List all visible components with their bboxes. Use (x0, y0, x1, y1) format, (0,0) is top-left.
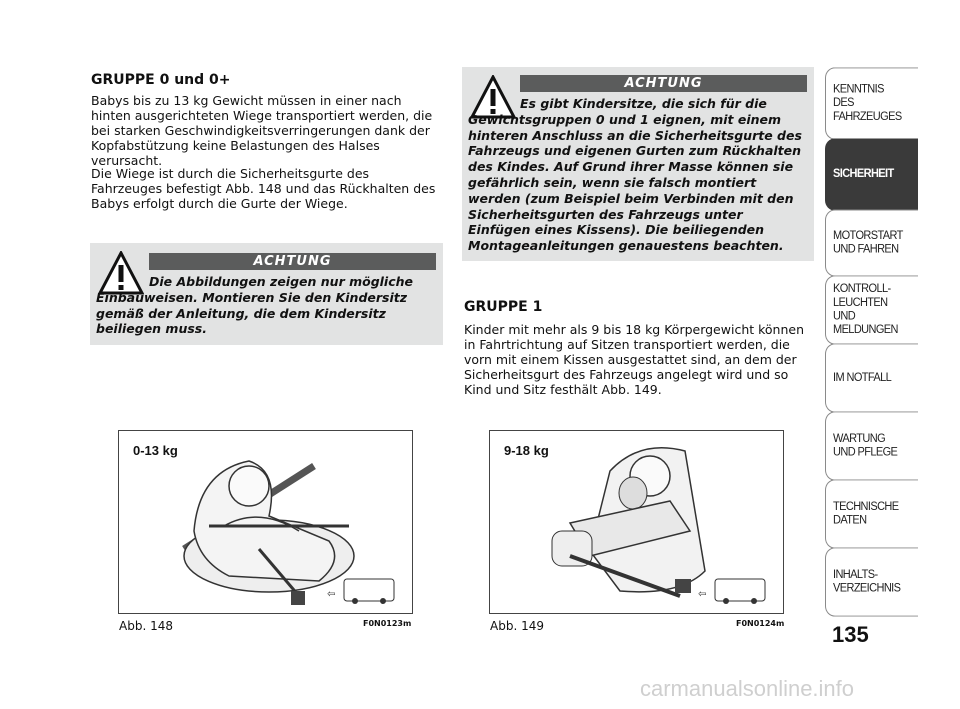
warning-text: Die Abbildungen zeigen nur mögliche Einbauweisen. Montieren Sie den Kindersitz gemäß der Anleitung, die dem Kindersitz beiliegen muss. (96, 274, 413, 337)
sidebar-tab-technische-daten[interactable]: TECHNISCHE DATEN (825, 479, 918, 548)
section-heading-group-1: GRUPPE 1 (464, 299, 543, 315)
figure-caption: Abb. 149 (490, 619, 544, 633)
paragraph: Babys bis zu 13 kg Gewicht müssen in einer nach hinten ausgerichteten Wiege transportiert werden, die bei starken Geschwindigkeitsverringerungen dank der Kopfabstützung keine Belastungen des Halses verursacht. (91, 93, 433, 168)
figure-148 (118, 430, 413, 614)
figure-code: F0N0124m (736, 619, 785, 628)
sidebar-tab-motorstart[interactable]: MOTORSTART UND FAHREN (825, 209, 918, 276)
forward-facing-child-seat-illustration (490, 431, 783, 613)
figure-code: F0N0123m (363, 619, 412, 628)
figure-weight-label: 9-18 kg (504, 443, 549, 458)
warning-text: Es gibt Kindersitze, die sich für die Gewichtsgruppen 0 und 1 eignen, mit einem hinteren Anschluss an die Sicherheitsgurte des Fahrzeugs und eigenen Gurten zum Rückhalten des Kindes. Auf Grund ihrer Masse können sie gefährlich sein, wenn sie falsch montiert werden (zum Beispiel beim Verbinden mit den Sicherheitsgurten des Fahrzeugs unter Einfügen eines Kissens). Die beiliegenden Montageanleitungen genauestens beachten. (468, 96, 802, 254)
warning-title: ACHTUNG (520, 75, 807, 92)
warning-box (90, 243, 443, 345)
section-heading-group-0: GRUPPE 0 und 0+ (91, 72, 231, 88)
paragraph: Kinder mit mehr als 9 bis 18 kg Körpergewicht können in Fahrtrichtung auf Sitzen transportiert werden, die vorn mit einem Kissen ausgestattet sind, an dem der Sicherheitsgurt des Fahrzeugs angelegt wird und so Kind und Sitz festhält Abb. 149. (464, 322, 805, 397)
sidebar-tab-im-notfall[interactable]: IM NOTFALL (825, 343, 918, 412)
page-number: 135 (832, 622, 869, 647)
watermark: carmanualsonline.info (640, 676, 855, 701)
sidebar-tab-sicherheit[interactable]: SICHERHEIT (825, 138, 918, 210)
warning-box (462, 67, 814, 261)
paragraph: Die Wiege ist durch die Sicherheitsgurte des Fahrzeuges befestigt Abb. 148 und das Rückhalten des Babys erfolgt durch die Gurte der Wiege. (91, 166, 436, 211)
warning-title: ACHTUNG (149, 253, 436, 270)
svg-text:⇦: ⇦ (327, 589, 336, 600)
sidebar-tab-wartung[interactable]: WARTUNG UND PFLEGE (825, 411, 918, 480)
figure-149 (489, 430, 784, 614)
figure-caption: Abb. 148 (119, 619, 173, 633)
svg-text:⇦: ⇦ (698, 589, 707, 600)
sidebar-tab-inhaltsverzeichnis[interactable]: INHALTS- VERZEICHNIS (825, 547, 918, 616)
sidebar-tab-kontrollleuchten[interactable]: KONTROLL- LEUCHTEN UND MELDUNGEN (825, 275, 918, 344)
figure-weight-label: 0-13 kg (133, 443, 178, 458)
rear-facing-infant-seat-illustration (119, 431, 412, 613)
sidebar-tab-kenntnis[interactable]: KENNTNIS DES FAHRZEUGES (825, 67, 918, 139)
